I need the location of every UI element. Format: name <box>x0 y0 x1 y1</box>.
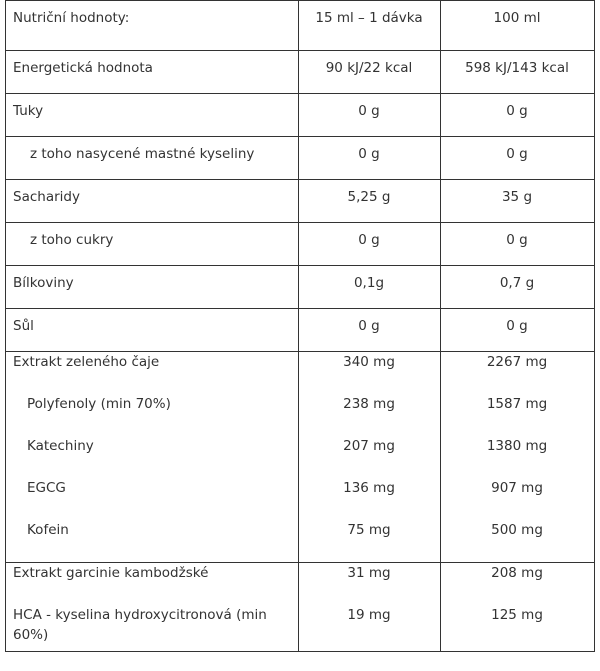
row-value-100ml: 0 g <box>506 232 528 248</box>
group-line-label: Polyfenoly (min 70%) <box>27 396 171 412</box>
group-line-value-100ml: 2267 mg <box>486 354 548 370</box>
row-value-100ml: 598 kJ/143 kcal <box>465 60 569 76</box>
row-label: Tuky <box>13 103 44 119</box>
row-value-serving: 5,25 g <box>347 189 391 205</box>
table-row <box>6 51 595 94</box>
row-value-serving: 0,1g <box>353 275 385 291</box>
row-label-cell <box>6 266 299 309</box>
table-row <box>6 309 595 352</box>
header-100ml: 100 ml <box>493 10 541 26</box>
row-value-serving: 0 g <box>358 146 380 162</box>
garcinia-group-row <box>6 563 595 652</box>
group-line-value-serving: 340 mg <box>343 354 395 370</box>
garcinia-serving-cell <box>299 563 441 652</box>
group-line-value-100ml: 125 mg <box>491 607 543 623</box>
group-line-label: Katechiny <box>27 438 94 454</box>
row-label: z toho nasycené mastné kyseliny <box>30 146 255 162</box>
group-line-value-serving: 207 mg <box>343 438 395 454</box>
green-tea-labels-cell <box>6 352 299 563</box>
group-line-label: Extrakt zeleného čaje <box>13 354 160 370</box>
group-line-value-100ml: 907 mg <box>491 480 543 496</box>
header-col2-cell <box>441 1 595 51</box>
row-value-cell <box>299 180 441 223</box>
row-value-100ml: 0,7 g <box>499 275 535 291</box>
table-row <box>6 94 595 137</box>
table-row <box>6 223 595 266</box>
group-line-label: Extrakt garcinie kambodžské <box>13 565 209 581</box>
row-value-100ml: 0 g <box>506 103 528 119</box>
group-line-value-serving: 238 mg <box>343 396 395 412</box>
row-label-cell <box>6 223 299 266</box>
row-label-cell <box>6 51 299 94</box>
header-serving: 15 ml – 1 dávka <box>315 10 423 26</box>
group-line-value-serving: 75 mg <box>347 522 391 538</box>
garcinia-labels-cell <box>6 563 299 652</box>
row-value-100ml: 0 g <box>506 146 528 162</box>
green-tea-serving-cell <box>299 352 441 563</box>
row-value-serving: 0 g <box>358 103 380 119</box>
garcinia-100ml-cell <box>441 563 595 652</box>
group-line-value-100ml: 208 mg <box>491 565 543 581</box>
table-row <box>6 266 595 309</box>
header-label: Nutriční hodnoty: <box>13 10 130 26</box>
row-value-cell <box>441 137 595 180</box>
row-value-serving: 0 g <box>358 318 380 334</box>
row-label: Energetická hodnota <box>13 60 153 76</box>
row-value-cell <box>299 137 441 180</box>
header-col1-cell <box>299 1 441 51</box>
row-value-cell <box>299 223 441 266</box>
row-value-serving: 0 g <box>358 232 380 248</box>
row-label-cell <box>6 94 299 137</box>
group-line-label: EGCG <box>27 480 66 496</box>
row-value-cell <box>441 223 595 266</box>
group-line-value-serving: 19 mg <box>347 607 391 623</box>
row-label: Bílkoviny <box>13 275 74 291</box>
row-value-serving: 90 kJ/22 kcal <box>325 60 413 76</box>
row-value-cell <box>299 94 441 137</box>
table-row <box>6 180 595 223</box>
row-label-cell <box>6 137 299 180</box>
green-tea-100ml-cell <box>441 352 595 563</box>
row-label: Sůl <box>13 318 34 334</box>
row-value-100ml: 35 g <box>501 189 533 205</box>
row-value-cell <box>299 309 441 352</box>
table-row <box>6 137 595 180</box>
row-value-cell <box>441 94 595 137</box>
group-line-value-serving: 136 mg <box>343 480 395 496</box>
header-label-cell <box>6 1 299 51</box>
row-label-cell <box>6 180 299 223</box>
group-line-label: Kofein <box>27 522 69 538</box>
row-value-cell <box>441 266 595 309</box>
row-value-cell <box>299 266 441 309</box>
group-line-value-100ml: 500 mg <box>491 522 543 538</box>
row-value-100ml: 0 g <box>506 318 528 334</box>
row-value-cell <box>441 309 595 352</box>
group-line-value-100ml: 1380 mg <box>486 438 548 454</box>
table-header-row <box>6 1 595 51</box>
row-value-cell <box>299 51 441 94</box>
group-line-value-100ml: 1587 mg <box>486 396 548 412</box>
row-label: z toho cukry <box>30 232 114 248</box>
row-label-cell <box>6 309 299 352</box>
group-line-value-serving: 31 mg <box>347 565 391 581</box>
group-line-label: HCA - kyselina hydroxycitronová (min 60%) <box>13 607 267 643</box>
green-tea-group-row <box>6 352 595 563</box>
row-label: Sacharidy <box>13 189 80 205</box>
nutrition-table <box>5 0 595 652</box>
row-value-cell <box>441 51 595 94</box>
row-value-cell <box>441 180 595 223</box>
